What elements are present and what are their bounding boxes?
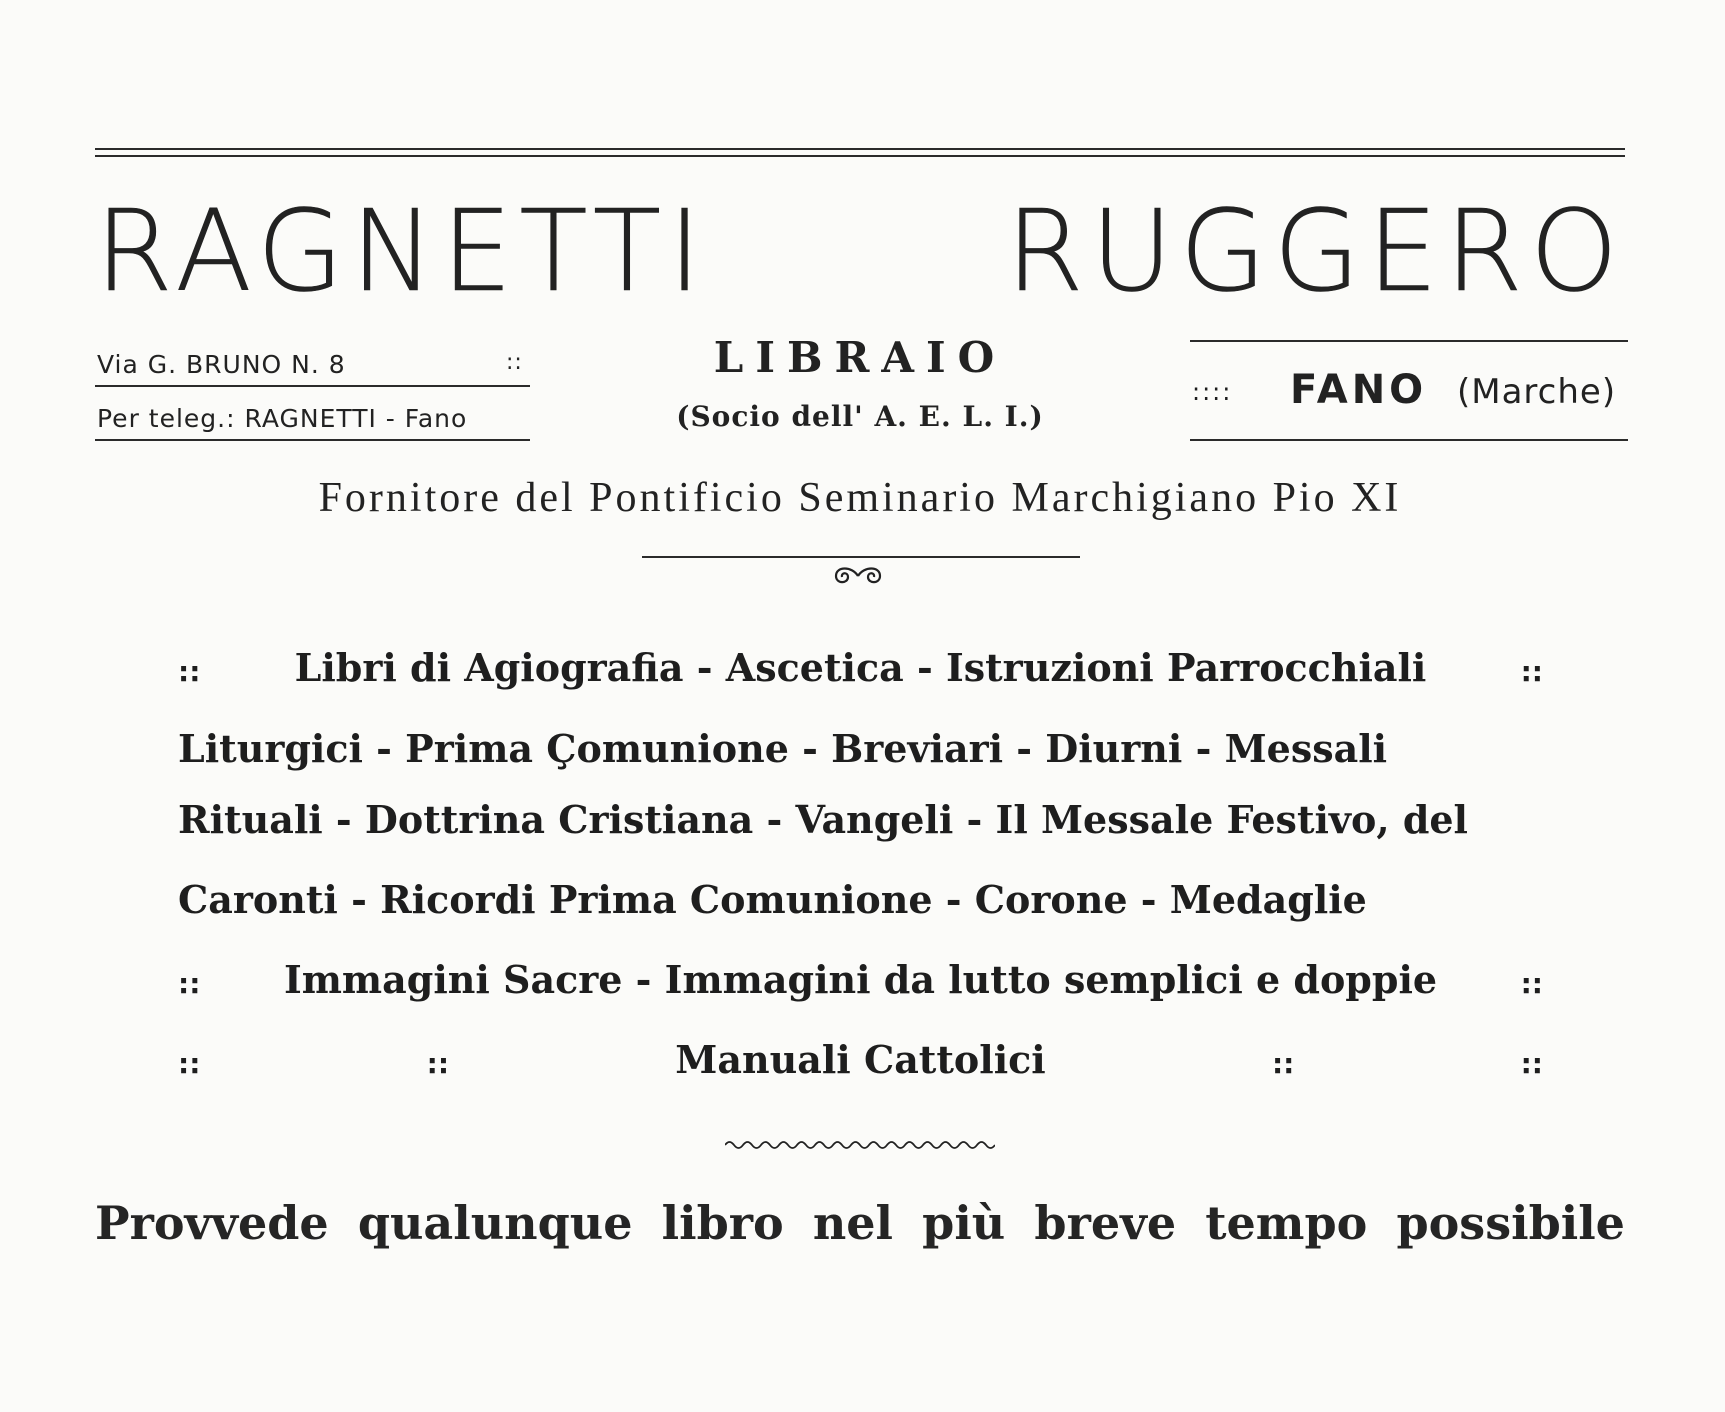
product-text: Immagini Sacre - Immagini da lutto semplici e doppie — [283, 957, 1438, 1002]
dots-ornament: :: — [426, 1047, 450, 1080]
address-rule — [95, 385, 530, 387]
address-ornament: :: — [506, 350, 523, 375]
title-word: RAGNETTI — [95, 187, 709, 317]
tagline-word: nel — [812, 1196, 894, 1250]
tagline-word: più — [922, 1196, 1006, 1250]
location-ornament: :::: — [1192, 378, 1233, 406]
product-line — [178, 726, 1543, 771]
telegraph-address: Per teleg.: RAGNETTI - Fano — [97, 404, 468, 433]
title-word: RUGGERO — [1005, 187, 1625, 317]
tagline-word: breve — [1034, 1196, 1177, 1250]
dots-ornament: :: — [1520, 1047, 1543, 1080]
wave-divider-icon — [725, 1138, 995, 1152]
divider-rule — [642, 556, 1080, 558]
product-line — [178, 1037, 1543, 1082]
dots-ornament: :: — [1520, 967, 1543, 1000]
dots-ornament: :: — [178, 967, 201, 1000]
profession-label: LIBRAIO — [713, 333, 1007, 382]
dots-ornament: :: — [1520, 655, 1543, 688]
location-city: FANO — [1290, 367, 1428, 413]
tagline-word: tempo — [1205, 1196, 1368, 1250]
telegraph-rule — [95, 439, 530, 441]
top-double-rule — [95, 148, 1625, 157]
membership-note: (Socio dell' A. E. L. I.) — [676, 400, 1044, 433]
dots-ornament: :: — [1271, 1047, 1295, 1080]
tagline-word: possibile — [1396, 1196, 1625, 1250]
product-text: Liturgici - Prima Çomunione - Breviari - Diurni - Messali — [178, 726, 1388, 771]
dots-ornament: :: — [178, 1047, 201, 1080]
street-address: Via G. BRUNO N. 8 — [97, 350, 346, 379]
tagline-word: Provvede — [95, 1196, 329, 1250]
product-line — [178, 645, 1543, 690]
supplier-line: Fornitore del Pontificio Seminario Marchigiano Pio XI — [318, 475, 1402, 521]
product-text: Libri di Agiografia - Ascetica - Istruzioni Parrocchiali — [294, 645, 1427, 690]
product-text: Manuali Cattolici — [675, 1037, 1046, 1082]
location-region: (Marche) — [1457, 372, 1617, 412]
dots-ornament: :: — [178, 655, 201, 688]
location-rule-top — [1190, 340, 1628, 342]
page-title — [95, 187, 1625, 317]
product-line — [178, 877, 1543, 922]
flourish-ornament-icon — [828, 562, 888, 586]
location-rule-bottom — [1190, 439, 1628, 441]
tagline-word: qualunque — [357, 1196, 633, 1250]
product-line — [178, 797, 1543, 842]
product-text: Rituali - Dottrina Cristiana - Vangeli - Il Messale Festivo, del — [178, 797, 1468, 842]
product-line — [178, 957, 1543, 1002]
product-text: Caronti - Ricordi Prima Comunione - Corone - Medaglie — [178, 877, 1367, 922]
tagline-word: libro — [661, 1196, 784, 1250]
tagline — [95, 1196, 1625, 1250]
